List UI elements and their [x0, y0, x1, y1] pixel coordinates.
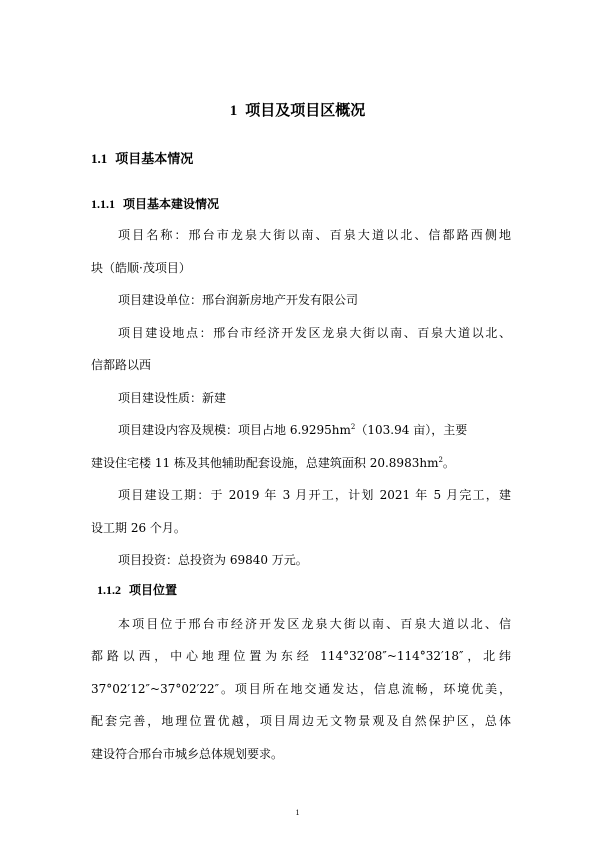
- chapter-number: 1: [229, 103, 238, 119]
- section-title: 项目基本情况: [115, 152, 194, 167]
- para-location-line4: 配套完善，地理位置优越，项目周边无文物景观及自然保护区，总体: [91, 714, 511, 728]
- para-location-line1: 本项目位于邢台市经济开发区龙泉大街以南、百泉大道以北、信: [118, 617, 511, 631]
- scale-superscript: 2: [350, 423, 356, 431]
- chapter-title: 项目及项目区概况: [245, 101, 366, 119]
- para-construction-nature: 项目建设性质：新建: [118, 391, 227, 405]
- para-location-line3: 37°02′12″~37°02′22″。项目所在地交通发达，信息流畅，环境优美，: [91, 682, 511, 696]
- chapter-heading: [0, 100, 595, 121]
- scale-text-b: （103.94 亩），主要: [355, 423, 468, 437]
- subsection-title: 项目基本建设情况: [123, 197, 220, 211]
- para-construction-site-line2: 信都路以西: [91, 358, 152, 372]
- para-construction-unit: 项目建设单位：邢台润新房地产开发有限公司: [118, 293, 359, 307]
- para-location-line5: 建设符合邢台市城乡总体规划要求。: [91, 747, 284, 761]
- scale-superscript-2: 2: [438, 456, 443, 464]
- subsection-number: 1.1.1: [91, 197, 115, 211]
- page-number: 1: [295, 808, 300, 817]
- subsection-number: 1.1.2: [97, 583, 121, 597]
- para-project-name-line2: 块（皓顺·茂项目）: [91, 261, 191, 275]
- scale-text-d: 。: [442, 456, 455, 470]
- para-location-line2: 都路以西，中心地理位置为东经 114°32′08″~114°32′18″，北纬: [91, 649, 511, 663]
- para-construction-period-line2: 设工期 26 个月。: [91, 521, 186, 535]
- scale-text-c: 建设住宅楼 11 栋及其他辅助配套设施，总建筑面积 20.8983hm: [91, 456, 439, 470]
- section-heading: [91, 150, 193, 169]
- subsection-heading-basic: [91, 196, 219, 213]
- para-project-name-line1: 项目名称：邢台市龙泉大街以南、百泉大道以北、信都路西侧地: [118, 228, 511, 242]
- subsection-title: 项目位置: [129, 583, 178, 597]
- para-construction-site-line1: 项目建设地点：邢台市经济开发区龙泉大街以南、百泉大道以北、: [118, 326, 511, 340]
- para-construction-scale-line2: [91, 455, 511, 472]
- para-investment: 项目投资：总投资为 69840 万元。: [118, 553, 308, 567]
- para-construction-scale-line1: [118, 422, 511, 439]
- section-number: 1.1: [91, 151, 108, 166]
- subsection-heading-location: [97, 582, 177, 599]
- para-construction-period-line1: 项目建设工期：于 2019 年 3 月开工，计划 2021 年 5 月完工，建: [118, 488, 511, 502]
- scale-text-a: 项目建设内容及规模：项目占地 6.9295hm: [118, 423, 351, 437]
